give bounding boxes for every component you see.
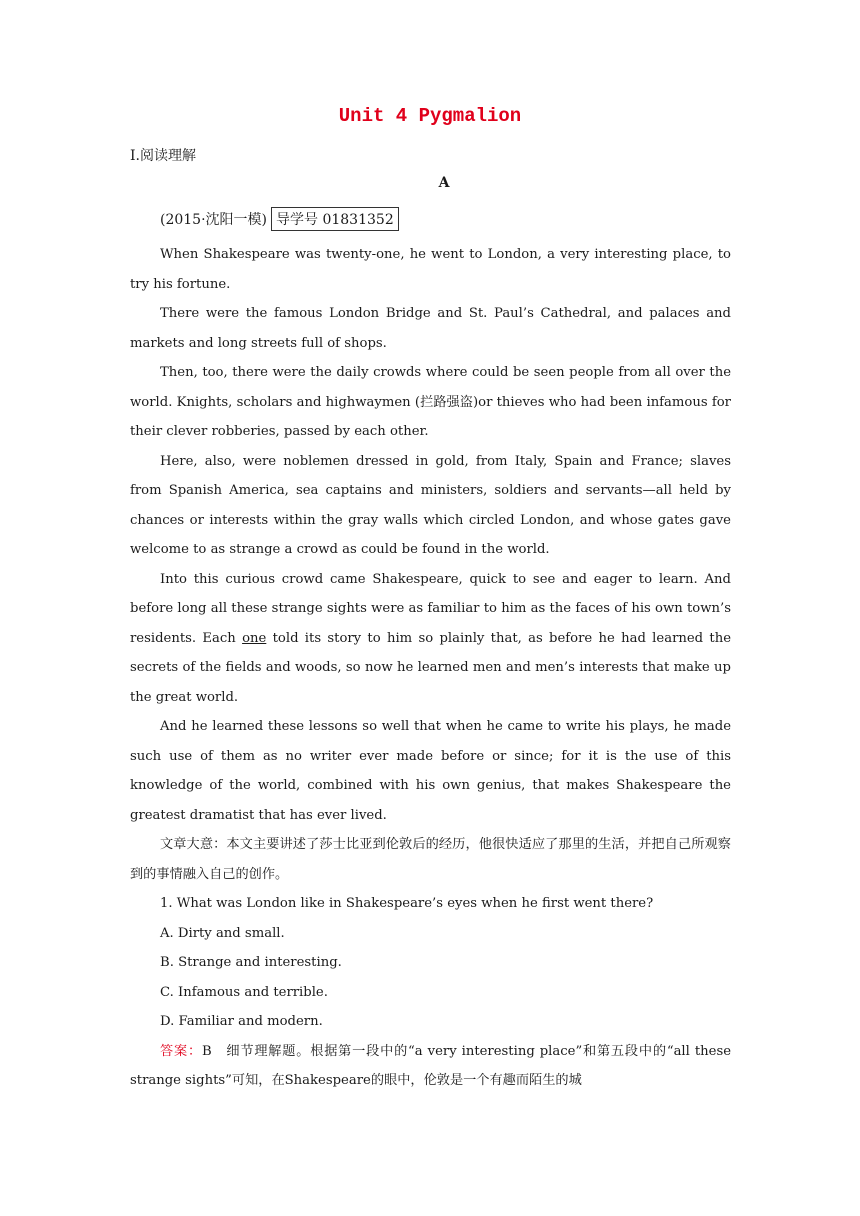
source-line [160, 207, 399, 231]
option-b: B. Strange and interesting. [160, 955, 342, 970]
option-c: C. Infamous and terrible. [160, 984, 328, 1000]
answer [130, 1037, 731, 1096]
paragraph-1: When Shakespeare was twenty-one, he went to London, a very interesting place, to try his fortune. [130, 247, 731, 292]
paragraph-4: Here, also, were noblemen dressed in gold, from Italy, Spain and France; slaves from Spanish America, sea captains and ministers, soldiers and servants—all held by chances or interests within the gray walls which circled London, and whose gates gave welcome to as strange a crowd as could be found in the world. [130, 453, 731, 557]
paragraph-3: Then, too, there were the daily crowds where could be seen people from all over the world. Knights, scholars and highwaymen (拦路强盗)or thieves who had been infamous for their clever robberies, passed by each other. [130, 365, 731, 439]
page-title: Unit 4 Pygmalion [338, 105, 522, 127]
answer-text: B 细节理解题。根据第一段中的“a very interesting place”和第五段中的“all these strange sights”可知，在Shakespeare的眼中，伦敦是一个有趣而陌生的城 [130, 1043, 732, 1088]
paragraph-6: And he learned these lessons so well that when he came to write his plays, he made such use of them as no writer ever made before or since; for it is the use of this knowledge of the world, combined with his own genius, that makes Shakespeare the greatest dramatist that has ever lived. [130, 719, 731, 823]
paragraph-5-start: Into this curious crowd came Shakespeare, quick to see and eager to learn. And before long all these strange sights were as familiar to him as the faces of his own town’s residents. Each [130, 571, 731, 646]
option-d: D. Familiar and modern. [160, 1014, 323, 1029]
paragraph-5 [130, 565, 731, 713]
source-text: (2015·沈阳一模) [160, 212, 268, 228]
answer-label: 答案： [160, 1043, 202, 1059]
section-label: Ⅰ.阅读理解 [130, 148, 196, 164]
question-stem: 1. What was London like in Shakespeare’s eyes when he first went there? [160, 896, 654, 911]
underlined-word: one [242, 630, 267, 646]
passage-letter: A [438, 175, 450, 191]
summary: 文章大意：本文主要讲述了莎士比亚到伦敦后的经历，他很快适应了那里的生活，并把自己所观察到的事情融入自己的创作。 [130, 837, 731, 882]
paragraph-5-end: told its story to him so plainly that, as before he had learned the secrets of the fields and woods, so now he learned men and men’s interests that make up the great world. [130, 630, 731, 705]
guide-number-box: 导学号 01831352 [271, 207, 399, 231]
passage-body [130, 240, 731, 1096]
option-a: A. Dirty and small. [160, 925, 285, 941]
paragraph-2: There were the famous London Bridge and St. Paul’s Cathedral, and palaces and markets and long streets full of shops. [130, 306, 731, 351]
